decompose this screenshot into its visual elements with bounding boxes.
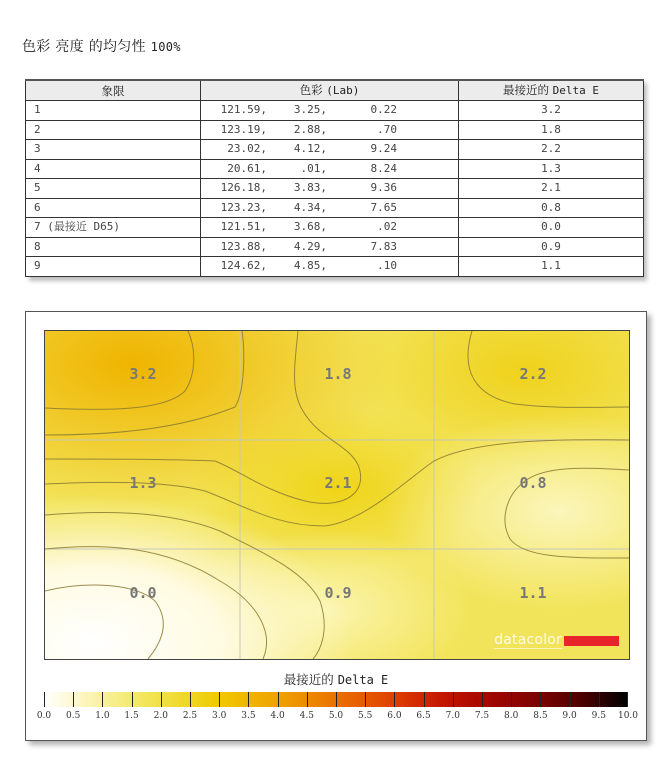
cell-lab (201, 237, 459, 257)
cell-lab (201, 101, 459, 121)
cell-quadrant: 1 (26, 101, 201, 121)
tick-mark (132, 692, 133, 707)
legend-title (26, 670, 646, 688)
page-title (22, 36, 181, 56)
quadrant-value-label: 2.1 (324, 474, 352, 492)
lab-b: 7.65 (370, 200, 397, 214)
tick-label: 5.0 (328, 711, 344, 721)
table-header-row (26, 80, 644, 101)
quadrant-value-label: 0.0 (129, 584, 157, 602)
cell-lab (201, 140, 459, 160)
lab-l: 123.19, (220, 122, 267, 136)
header-quadrant: 象限 (26, 80, 201, 101)
tick-mark (599, 692, 600, 707)
tick-mark (73, 692, 74, 707)
cell-delta-e: 0.9 (459, 237, 644, 257)
legend-title-prefix: 最接近的 (283, 672, 334, 687)
tick-label: 10.0 (617, 711, 639, 721)
tick-label: 2.0 (153, 711, 168, 721)
tick-mark (511, 692, 512, 707)
header-delta-e (459, 80, 644, 101)
header-color-text: 色彩 (299, 83, 323, 97)
tick-label: 0.0 (36, 711, 52, 721)
tick-label: 4.5 (299, 711, 314, 721)
cell-delta-e: 3.2 (459, 101, 644, 121)
lab-b: 9.24 (370, 142, 397, 156)
table-row (26, 257, 644, 277)
lab-a: .01, (300, 161, 327, 175)
table-row (26, 237, 644, 257)
lab-a: 3.83, (293, 181, 327, 195)
header-delta-prefix: 最接近的 (502, 83, 549, 97)
lab-b: .70 (377, 122, 397, 136)
cell-quadrant: 6 (26, 198, 201, 218)
cell-lab (201, 257, 459, 277)
table-row (26, 140, 644, 160)
tick-label: 7.0 (445, 711, 460, 721)
tick-mark (248, 692, 249, 707)
lab-l: 124.62, (220, 259, 267, 273)
brand-bar (564, 636, 619, 646)
uniformity-table-container (25, 79, 643, 277)
tick-mark (102, 692, 103, 707)
quadrant-value-label: 1.1 (519, 584, 547, 602)
cell-quadrant: 3 (26, 140, 201, 160)
tick-label: 3.0 (212, 711, 227, 721)
tick-mark (570, 692, 571, 707)
tick-label: 5.5 (358, 711, 373, 721)
tick-mark (453, 692, 454, 707)
cell-lab (201, 159, 459, 179)
quadrant-value-label: 2.2 (519, 365, 547, 383)
lab-l: 123.23, (220, 200, 267, 214)
tick-mark (307, 692, 308, 707)
tick-mark (394, 692, 395, 707)
lab-b: .02 (377, 220, 397, 234)
header-lab-text: (Lab) (326, 84, 360, 97)
cell-quadrant: 4 (26, 159, 201, 179)
tick-mark (161, 692, 162, 707)
tick-label: 0.5 (66, 711, 81, 721)
cell-lab (201, 179, 459, 199)
cell-delta-e: 1.3 (459, 159, 644, 179)
lab-b: 8.24 (370, 161, 397, 175)
tick-mark (336, 692, 337, 707)
lab-a: 4.85, (293, 259, 327, 273)
title-percentage: 100% (150, 40, 181, 54)
cell-lab (201, 218, 459, 238)
datacolor-logo (494, 633, 619, 649)
tick-mark (278, 692, 279, 707)
tick-label: 8.5 (533, 711, 548, 721)
lab-b: 9.36 (370, 181, 397, 195)
cell-lab (201, 120, 459, 140)
table-row (26, 218, 644, 238)
table-row (26, 179, 644, 199)
tick-mark (540, 692, 541, 707)
tick-label: 1.0 (95, 711, 110, 721)
tick-mark (482, 692, 483, 707)
uniformity-table (25, 79, 644, 277)
tick-label: 6.0 (387, 711, 402, 721)
lab-l: 123.88, (220, 239, 267, 253)
tick-mark (424, 692, 425, 707)
tick-mark (44, 692, 45, 707)
tick-label: 1.5 (124, 711, 139, 721)
cell-lab (201, 198, 459, 218)
lab-a: 3.25, (293, 103, 327, 117)
tick-label: 6.5 (416, 711, 431, 721)
table-row (26, 198, 644, 218)
table-row (26, 120, 644, 140)
cell-quadrant: 5 (26, 179, 201, 199)
uniformity-chart (25, 311, 647, 741)
cell-quadrant: 2 (26, 120, 201, 140)
header-color-lab (201, 80, 459, 101)
quadrant-value-label: 0.8 (519, 474, 547, 492)
legend-title-suffix: Delta E (337, 673, 389, 687)
lab-l: 126.18, (220, 181, 267, 195)
table-row (26, 159, 644, 179)
cell-delta-e: 2.1 (459, 179, 644, 199)
tick-label: 4.0 (270, 711, 285, 721)
cell-delta-e: 0.0 (459, 218, 644, 238)
lab-l: 121.59, (220, 103, 267, 117)
tick-label: 9.0 (562, 711, 577, 721)
cell-delta-e: 2.2 (459, 140, 644, 160)
color-scale-bar (44, 692, 628, 707)
lab-b: 0.22 (370, 103, 397, 117)
cell-delta-e: 1.1 (459, 257, 644, 277)
tick-label: 8.0 (504, 711, 519, 721)
tick-mark (219, 692, 220, 707)
lab-a: 4.12, (293, 142, 327, 156)
quadrant-value-label: 1.3 (129, 474, 157, 492)
lab-l: 20.61, (227, 161, 267, 175)
tick-mark (365, 692, 366, 707)
table-row (26, 101, 644, 121)
cell-delta-e: 0.8 (459, 198, 644, 218)
brand-text: datacolor (494, 632, 562, 648)
lab-b: .10 (377, 259, 397, 273)
tick-label: 2.5 (182, 711, 198, 721)
tick-label: 7.5 (474, 711, 490, 721)
tick-mark (190, 692, 191, 707)
contour-plot (44, 330, 630, 660)
tick-label: 9.5 (591, 711, 606, 721)
tick-label: 3.5 (241, 711, 256, 721)
cell-quadrant: 9 (26, 257, 201, 277)
lab-a: 4.29, (293, 239, 327, 253)
quadrant-value-label: 0.9 (324, 584, 352, 602)
lab-a: 4.34, (293, 200, 327, 214)
quadrant-value-label: 3.2 (129, 365, 157, 383)
tick-mark (627, 692, 628, 707)
cell-delta-e: 1.8 (459, 120, 644, 140)
lab-a: 2.88, (293, 122, 327, 136)
quadrant-value-label: 1.8 (324, 365, 352, 383)
cell-quadrant: 8 (26, 237, 201, 257)
cell-quadrant: 7 (最接近 D65) (26, 218, 201, 238)
lab-a: 3.68, (293, 220, 327, 234)
lab-l: 23.02, (227, 142, 267, 156)
title-text: 色彩 亮度 的均匀性 (22, 39, 146, 55)
header-delta-suffix: Delta E (552, 84, 599, 97)
lab-l: 121.51, (220, 220, 267, 234)
lab-b: 7.83 (370, 239, 397, 253)
